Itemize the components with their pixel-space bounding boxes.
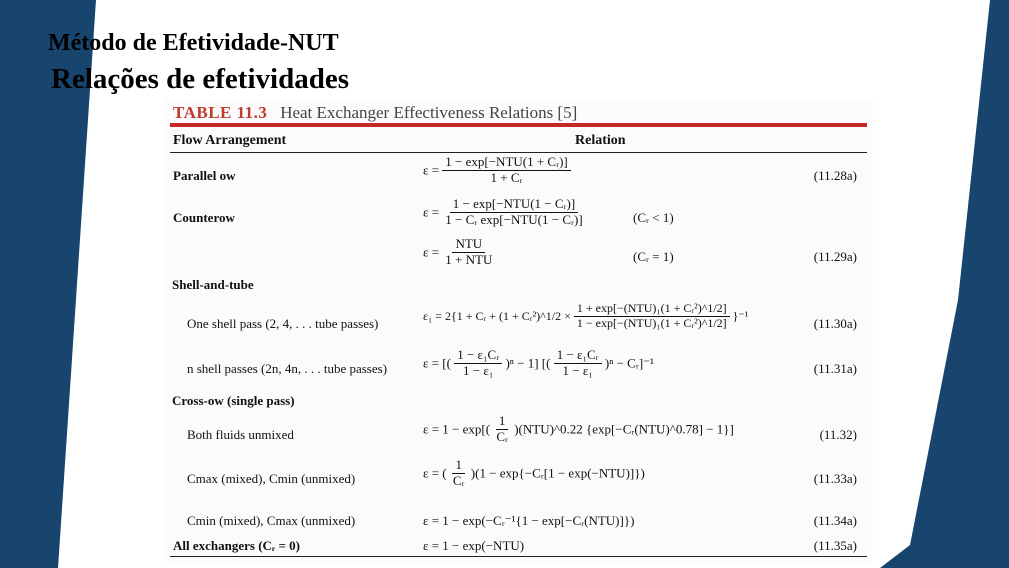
label-both-unmixed: Both fluids unmixed	[187, 427, 294, 442]
eq-both-unmixed: ε = 1 − exp[( $\frac{1}{\text{Cᵣ}}$ )(NTU)^0.22 {exp[−Cᵣ(NTU)^0.78] − 1}]	[423, 413, 734, 444]
eq-number-11-33a: (11.33a)	[813, 471, 857, 486]
header-relation: Relation	[575, 133, 626, 148]
eq-number-11-32: (11.32)	[819, 427, 857, 442]
eq-n-shell-passes: ε = [( $\frac{\text{1 − ε₁Cᵣ}}{\text{1 − ε₁}}$ )ⁿ − 1] [( $\frac{\text{1 − ε₁Cᵣ}}{\text{1 − ε₁}}$ )ⁿ − Cᵣ]⁻¹	[423, 347, 654, 378]
label-cmin-mixed: Cmin (mixed), Cmax (unmixed)	[187, 513, 356, 528]
eq-number-11-34a: (11.34a)	[813, 513, 857, 528]
header-rule	[170, 152, 867, 153]
label-parallel-flow: Parallel ow	[173, 168, 236, 183]
cond-cr-less-1: (Cᵣ < 1)	[633, 210, 674, 225]
section-cross-flow: Cross-ow (single pass)	[172, 393, 295, 408]
decor-right	[880, 0, 1009, 568]
table-red-rule	[170, 123, 867, 127]
eq-number-11-29a: (11.29a)	[813, 249, 857, 264]
label-cmax-mixed: Cmax (mixed), Cmin (unmixed)	[187, 471, 356, 486]
eq-cmin-mixed: ε = 1 − exp(−Cᵣ⁻¹{1 − exp[−Cᵣ(NTU)]})	[423, 513, 635, 528]
effectiveness-table	[165, 100, 873, 562]
footer-rule	[170, 556, 867, 557]
slide-title: Método de Efetividade-NUT	[48, 30, 339, 56]
eq-one-shell-pass: ε₁ = 2{1 + Cᵣ + (1 + Cᵣ²)^1/2 × $\frac{\text{1 + exp[−(NTU)₁(1 + Cᵣ²)\textasciicircum{}1/2]}}{\text{1 − exp[−(NTU)₁(1 + Cᵣ²)\textasciicircum{}1/2]}}$ }⁻¹	[423, 301, 749, 330]
eq-all-exchangers: ε = 1 − exp(−NTU)	[423, 538, 525, 553]
slide-subtitle: Relações de efetividades	[51, 63, 349, 95]
eq-number-11-28a: (11.28a)	[813, 168, 857, 183]
eq-number-11-30a: (11.30a)	[813, 316, 857, 331]
label-one-shell-pass: One shell pass (2, 4, . . . tube passes)	[187, 316, 379, 331]
eq-counterflow: ε = $\frac{\text{1 − exp[−NTU(1 − Cᵣ)]}}{\text{1 − Cᵣ exp[−NTU(1 − Cᵣ)]}}$	[423, 196, 583, 227]
section-shell-and-tube: Shell-and-tube	[172, 277, 254, 292]
table-caption	[173, 103, 577, 123]
label-counterflow: Counterow	[173, 210, 235, 225]
cond-cr-equal-1: (Cᵣ = 1)	[633, 249, 674, 264]
eq-number-11-31a: (11.31a)	[813, 361, 857, 376]
eq-parallel-flow: ε = $\frac{\text{1 − exp[−NTU(1 + Cᵣ)]}}{\text{1 + Cᵣ}}$	[423, 155, 571, 186]
eq-cmax-mixed: ε = ( $\frac{1}{\text{Cᵣ}}$ )(1 − exp{−Cᵣ[1 − exp(−NTU)]})	[423, 457, 645, 488]
eq-number-11-35a: (11.35a)	[813, 538, 857, 553]
eq-counterflow-cr1: ε = $\frac{\text{NTU}}{\text{1 + NTU}}$	[423, 236, 493, 267]
label-all-exchangers: All exchangers (Cᵣ = 0)	[173, 538, 300, 553]
table-number: TABLE 11.3	[173, 103, 268, 122]
label-n-shell-passes: n shell passes (2n, 4n, . . . tube passes)	[187, 361, 388, 376]
table-caption-text: Heat Exchanger Effectiveness Relations [5]	[280, 103, 578, 122]
header-flow-arrangement: Flow Arrangement	[173, 133, 287, 148]
